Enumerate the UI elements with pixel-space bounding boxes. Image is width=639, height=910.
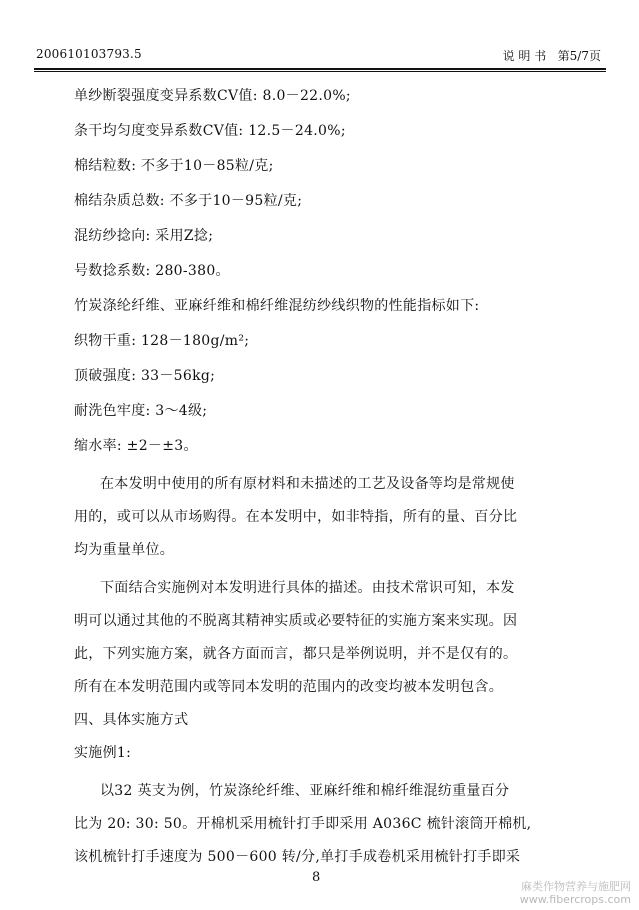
paragraph-line: 所有在本发明范围内或等同本发明的范围内的改变均被本发明包含。: [74, 679, 503, 695]
watermark: [520, 880, 631, 906]
text-line: 棉结粒数: 不多于10－85粒/克;: [74, 158, 274, 174]
page-number: 8: [312, 870, 321, 885]
paragraph-line: 以32 英支为例，竹炭涤纶纤维、亚麻纤维和棉纤维混纺重量百分: [100, 783, 510, 799]
text-line: 单纱断裂强度变异系数CV值: 8.0－22.0%;: [74, 88, 351, 104]
paragraph-line: 比为 20: 30: 50。开棉机采用梳针打手即采用 A036C 梳针滚筒开棉机,: [74, 816, 532, 832]
paragraph-line: 明可以通过其他的不脱离其精神实质或必要特征的实施方案来实现。因: [74, 613, 518, 629]
paragraph-line: 下面结合实施例对本发明进行具体的描述。由技术常识可知，本发: [100, 580, 515, 596]
watermark-title: 麻类作物营养与施肥网: [521, 880, 631, 893]
paragraph-line: 在本发明中使用的所有原材料和未描述的工艺及设备等均是常规使: [100, 476, 515, 492]
watermark-url: www.fibercrops.com: [519, 893, 631, 906]
text-line: 顶破强度: 33－56kg;: [74, 368, 216, 384]
example-heading: 实施例1:: [74, 745, 132, 761]
section-heading: 四、具体实施方式: [74, 712, 189, 728]
document-number: 200610103793.5: [36, 47, 142, 61]
text-line: 条干均匀度变异系数CV值: 12.5－24.0%;: [74, 123, 346, 139]
text-line: 织物干重: 128－180g/m²;: [74, 333, 250, 349]
page-header: [0, 0, 639, 70]
text-line: 棉结杂质总数: 不多于10－95粒/克;: [74, 193, 303, 209]
text-line: 竹炭涤纶纤维、亚麻纤维和棉纤维混纺纱线织物的性能指标如下:: [74, 298, 480, 314]
text-line: 缩水率: ±2－±3。: [74, 438, 198, 454]
section-title: 说 明 书: [502, 49, 547, 63]
text-line: 混纺纱捻向: 采用Z捻;: [74, 228, 214, 244]
page-info: 第5/7页: [557, 49, 601, 63]
paragraph-line: 均为重量单位。: [74, 542, 175, 558]
header-rule-thin: [34, 71, 606, 72]
header-rule: [34, 68, 606, 70]
paragraph-line: 用的，或可以从市场购得。在本发明中，如非特指，所有的量、百分比: [74, 509, 518, 525]
header-section-page: [503, 47, 601, 64]
text-line: 耐洗色牢度: 3～4级;: [74, 403, 208, 419]
paragraph-line: 此，下列实施方案，就各方面而言，都只是举例说明，并不是仅有的。: [74, 646, 518, 662]
paragraph-line: 该机梳针打手速度为 500－600 转/分,单打手成卷机采用梳针打手即采: [74, 849, 521, 865]
text-line: 号数捻系数: 280-380。: [74, 263, 230, 279]
